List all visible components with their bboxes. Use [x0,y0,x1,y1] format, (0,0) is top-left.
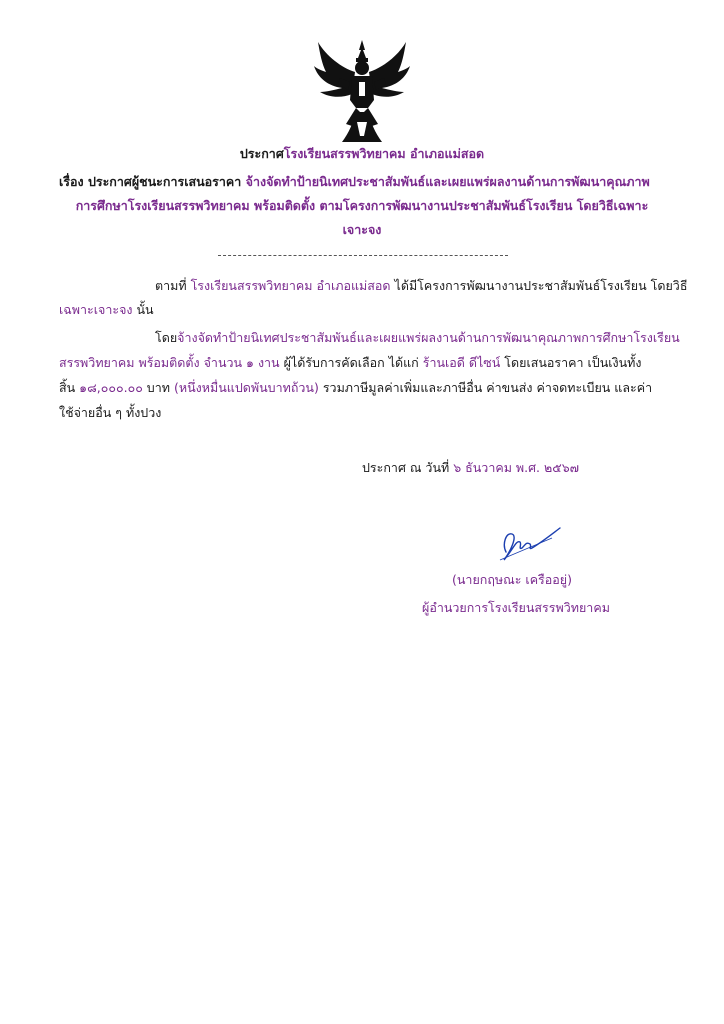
p1-school: โรงเรียนสรรพวิทยาคม อำเภอแม่สอด [190,278,391,293]
p2-amount-text: (หนึ่งหมื่นแปดพันบาทถ้วน) [173,380,319,395]
header-prefix: ประกาศ [239,146,284,161]
paragraph-1-line-2 [59,302,154,318]
paragraph-2-line-2 [59,355,642,371]
p2-vendor: ร้านเอดี ดีไซน์ [422,355,501,370]
date-prefix: ประกาศ ณ วันที่ [362,460,454,475]
subject-label: เรื่อง ประกาศผู้ชนะการเสนอราคา [59,174,246,189]
p2-project: จ้างจัดทำป้ายนิเทศประชาสัมพันธ์และเผยแพร่ผลงานด้านการพัฒนาคุณภาพการศึกษาโรงเรียน [177,330,680,345]
p1-c: ได้มีโครงการพัฒนางานประชาสัมพันธ์โรงเรียน โดยวิธี [390,278,688,293]
subject-line-2: การศึกษาโรงเรียนสรรพวิทยาคม พร้อมติดตั้ง ตามโครงการพัฒนางานประชาสัมพันธ์โรงเรียน โดยวิธีเฉพาะ [75,198,649,213]
subject-line-1 [59,174,650,190]
paragraph-1-line-1 [155,278,687,294]
p1-a: ตามที่ [155,278,191,293]
date-value: ๖ ธันวาคม พ.ศ. ๒๕๖๗ [453,460,580,475]
paragraph-2-line-1 [155,330,680,346]
signatory-position: ผู้อำนวยการโรงเรียนสรรพวิทยาคม [422,600,610,615]
p2-g: สิ้น [59,380,80,395]
paragraph-2-line-4: ใช้จ่ายอื่น ๆ ทั้งปวง [59,405,162,420]
subject-line-3: เจาะจง [342,222,382,237]
garuda-emblem-icon [312,38,412,144]
announcement-date [362,460,579,476]
p1-method: เฉพาะเจาะจง [59,302,133,317]
p2-a: โดย [155,330,178,345]
p2-i: บาท [142,380,174,395]
paragraph-2-line-3 [59,380,652,396]
p2-project-cont: สรรพวิทยาคม พร้อมติดตั้ง จำนวน ๑ งาน [59,355,280,370]
subject-title-1: จ้างจัดทำป้ายนิเทศประชาสัมพันธ์และเผยแพร่ผลงานด้านการพัฒนาคุณภาพ [245,174,650,189]
signature-image [492,518,564,568]
p1-e: นั้น [132,302,154,317]
signatory-name: (นายกฤษณะ เครืออยู่) [452,572,572,587]
header-org-name: โรงเรียนสรรพวิทยาคม อำเภอแม่สอด [283,146,485,161]
p2-k: รวมภาษีมูลค่าเพิ่มและภาษีอื่น ค่าขนส่ง ค่าจดทะเบียน และค่า [318,380,653,395]
announcement-header [0,146,724,162]
p2-d: ผู้ได้รับการคัดเลือก ได้แก่ [279,355,423,370]
p2-amount: ๑๘,๐๐๐.๐๐ [79,380,143,395]
p2-f: โดยเสนอราคา เป็นเงินทั้ง [500,355,642,370]
divider [218,255,508,256]
